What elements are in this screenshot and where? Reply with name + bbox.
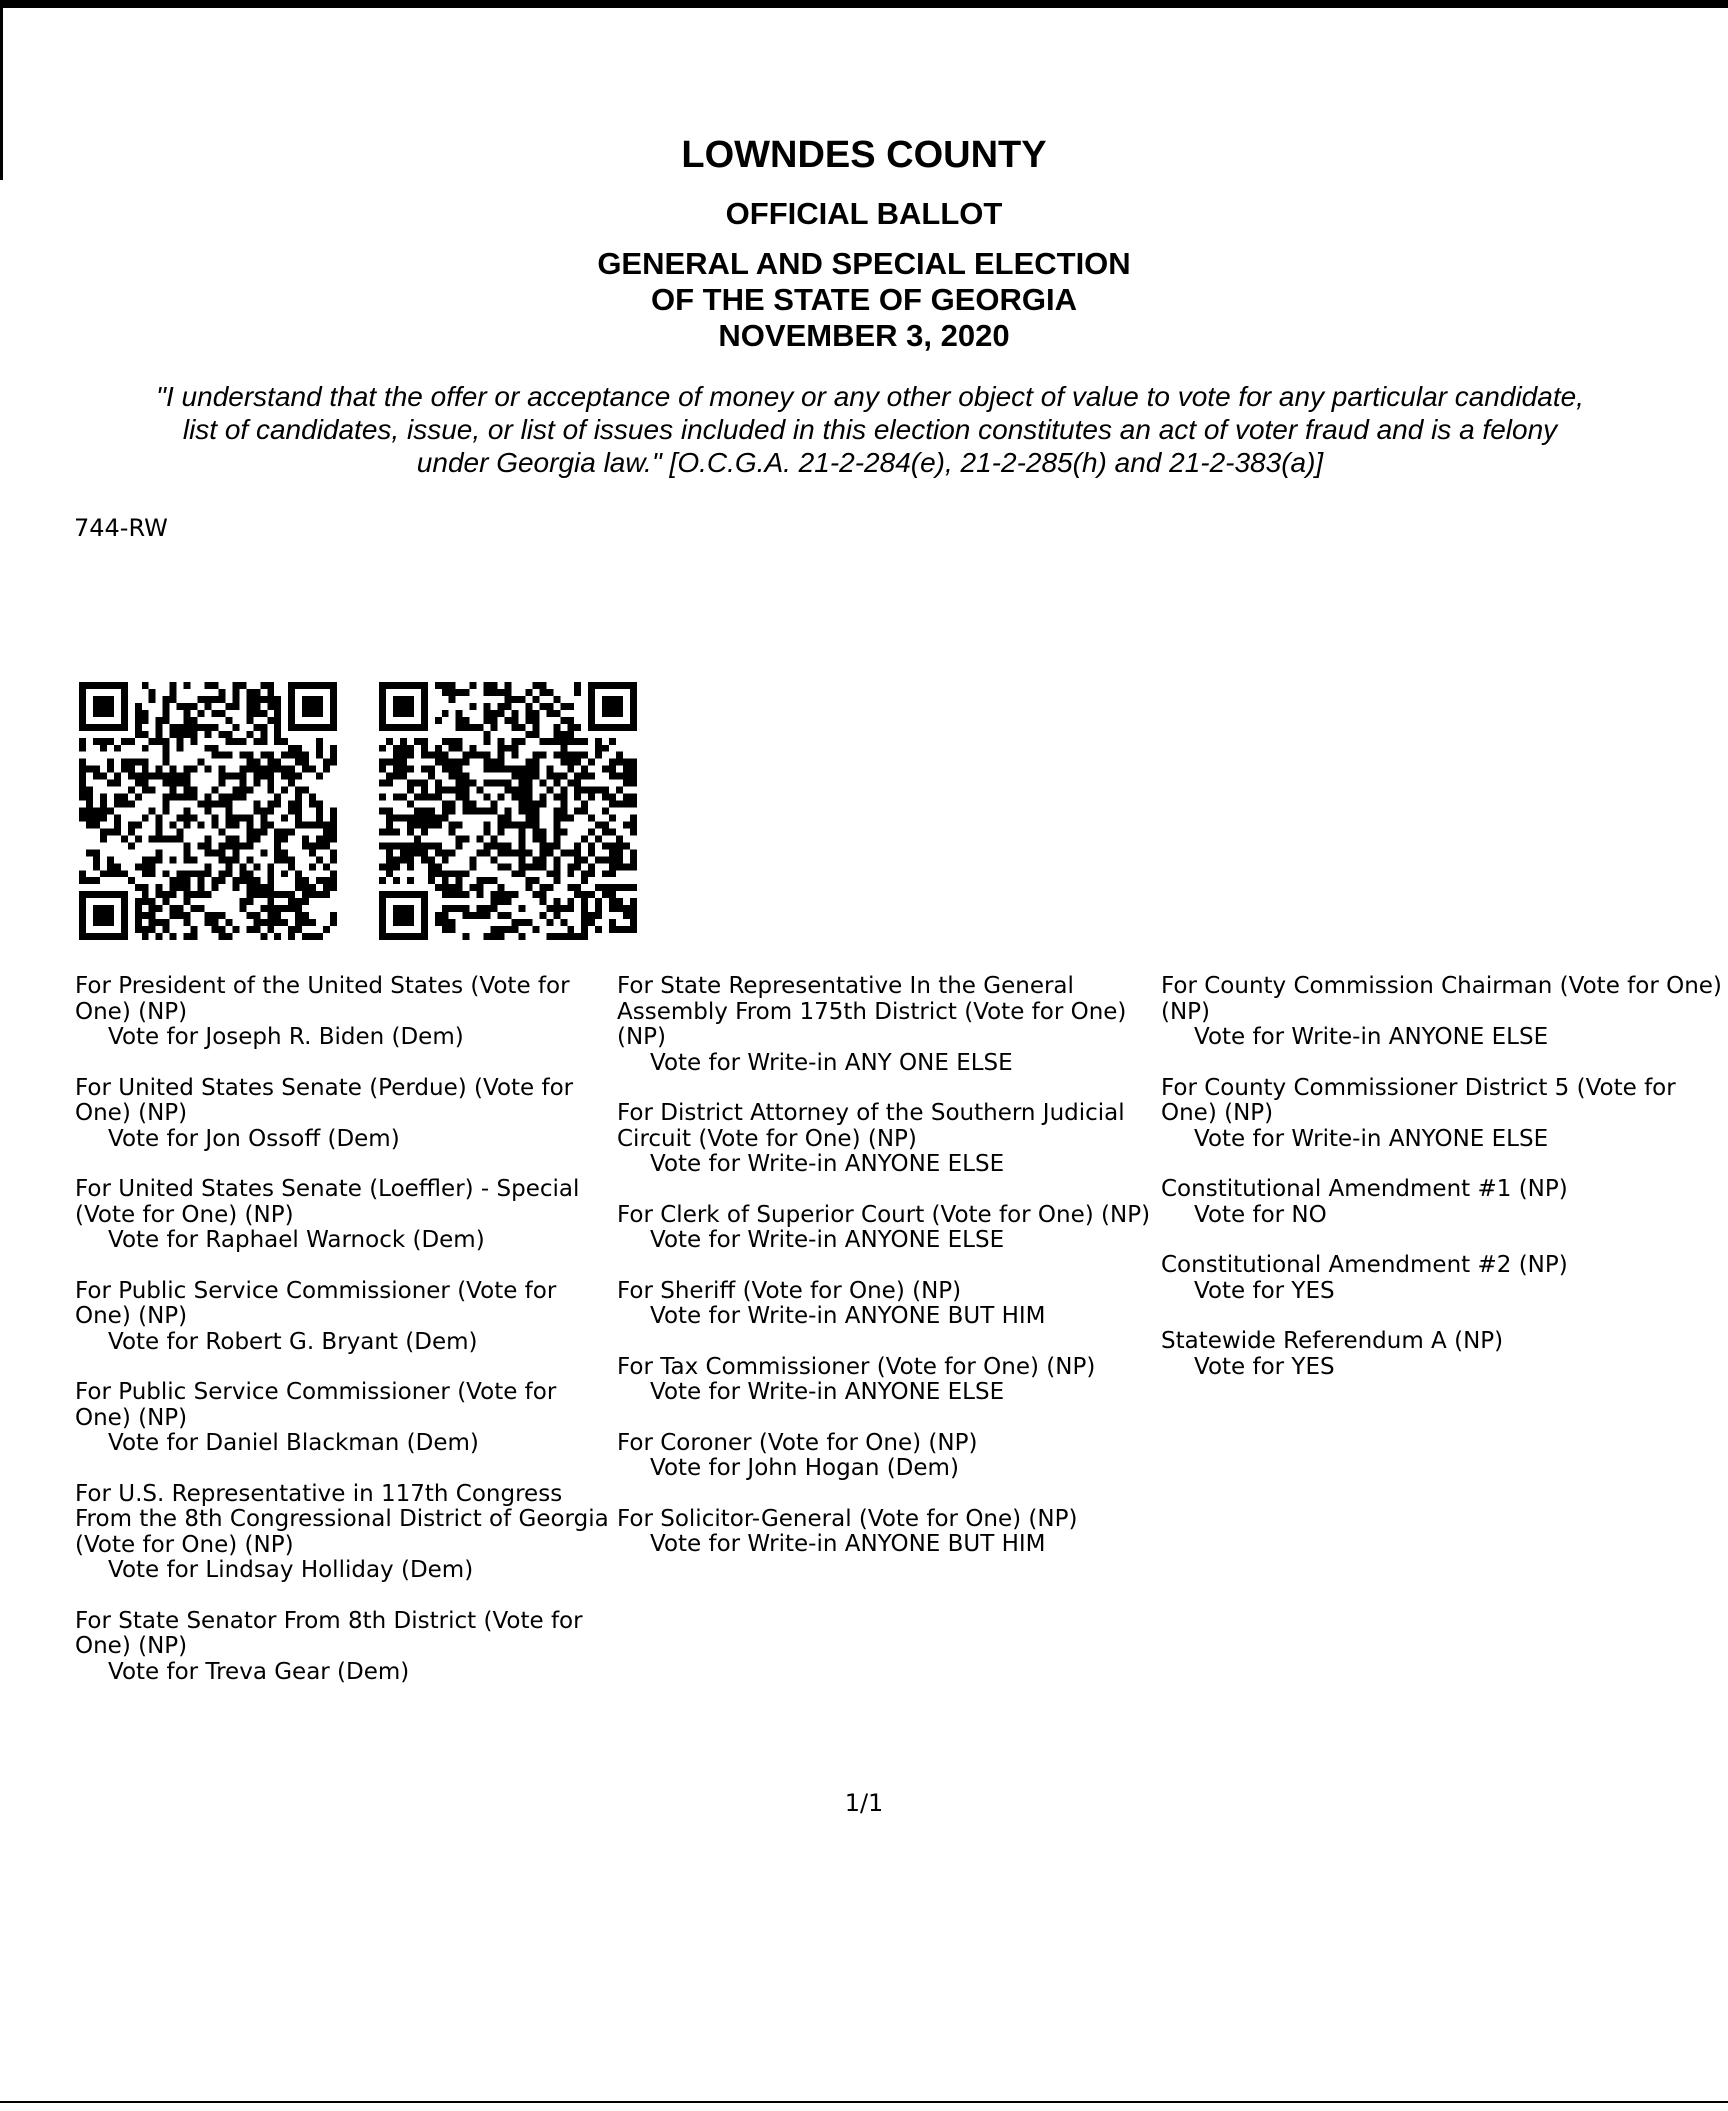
ballot-style-code: 744-RW	[74, 514, 168, 542]
contest-item	[617, 1507, 1157, 1558]
contest-item	[75, 1279, 615, 1356]
contest-selection: Vote for Raphael Warnock (Dem)	[108, 1227, 485, 1253]
contest-title: For Solicitor-General (Vote for One) (NP)	[617, 1505, 1078, 1532]
contest-title: For President of the United States (Vote for One) (NP)	[75, 973, 570, 1025]
contest-title: For State Senator From 8th District (Vote for One) (NP)	[75, 1607, 583, 1659]
voter-fraud-warning	[60, 380, 1680, 479]
contest-item	[1161, 1076, 1726, 1153]
contest-title: For District Attorney of the Southern Judicial Circuit (Vote for One) (NP)	[617, 1100, 1125, 1152]
contest-selection: Vote for Write-in ANYONE ELSE	[650, 1379, 1005, 1405]
contest-title: For United States Senate (Loeffler) - Special (Vote for One) (NP)	[75, 1176, 580, 1228]
contest-title: For Public Service Commissioner (Vote for One) (NP)	[75, 1379, 557, 1431]
contest-selection: Vote for Treva Gear (Dem)	[108, 1658, 410, 1685]
contest-item	[75, 974, 615, 1051]
warning-line-1: "I understand that the offer or acceptance of money or any other object of value to vote for any particular candidate,	[156, 381, 1584, 412]
contest-item	[617, 1279, 1157, 1330]
contest-title: For Clerk of Superior Court (Vote for One) (NP)	[617, 1201, 1151, 1228]
contest-selection: Vote for Write-in ANYONE BUT HIM	[650, 1303, 1046, 1329]
contest-item	[75, 1076, 615, 1153]
contest-title: For County Commission Chairman (Vote for One) (NP)	[1161, 973, 1722, 1025]
election-date: NOVEMBER 3, 2020	[718, 318, 1010, 353]
election-title	[0, 246, 1728, 354]
contest-selection: Vote for Write-in ANYONE ELSE	[1194, 1125, 1549, 1152]
contest-selection: Vote for NO	[1194, 1201, 1327, 1228]
contest-item	[1161, 1253, 1726, 1304]
warning-line-2: list of candidates, issue, or list of issues included in this election constitutes an act of voter fraud and is a felony	[182, 414, 1558, 445]
contest-item	[75, 1609, 615, 1686]
contest-title: For State Representative In the General Assembly From 175th District (Vote for One) (NP)	[617, 973, 1127, 1050]
scan-top-border	[0, 0, 1728, 8]
contest-item	[75, 1177, 615, 1254]
contest-item	[75, 1380, 615, 1457]
contest-item	[617, 1431, 1157, 1482]
contest-item	[617, 974, 1157, 1076]
election-line-2: OF THE STATE OF GEORGIA	[651, 282, 1077, 317]
page-number: 1/1	[844, 1789, 884, 1817]
contest-selection: Vote for Write-in ANYONE ELSE	[650, 1151, 1005, 1177]
contest-selection: Vote for Lindsay Holliday (Dem)	[108, 1557, 474, 1583]
contest-item	[617, 1203, 1157, 1254]
qr-code-2	[373, 682, 643, 940]
contest-selection: Vote for YES	[1194, 1277, 1335, 1304]
contest-column-2	[617, 974, 1157, 1583]
contest-item	[1161, 1329, 1726, 1380]
contest-selection: Vote for YES	[1194, 1353, 1335, 1380]
contest-title: Constitutional Amendment #2 (NP)	[1161, 1252, 1568, 1278]
contest-title: For Public Service Commissioner (Vote for One) (NP)	[75, 1277, 557, 1329]
contest-title: For U.S. Representative in 117th Congress From the 8th Congressional District of Georgia (Vote for One) (NP)	[75, 1480, 609, 1558]
contest-selection: Vote for Write-in ANYONE BUT HIM	[650, 1531, 1046, 1557]
contest-title: For Sheriff (Vote for One) (NP)	[617, 1277, 962, 1304]
contest-title: For United States Senate (Perdue) (Vote for One) (NP)	[75, 1074, 574, 1126]
contest-selection: Vote for Write-in ANYONE ELSE	[650, 1227, 1005, 1253]
contest-item	[1161, 1177, 1726, 1228]
contest-selection: Vote for Jon Ossoff (Dem)	[108, 1125, 400, 1152]
contest-item	[617, 1355, 1157, 1406]
contest-selection: Vote for Write-in ANY ONE ELSE	[650, 1049, 1013, 1076]
contest-selection: Vote for John Hogan (Dem)	[650, 1455, 959, 1481]
contest-title: For Tax Commissioner (Vote for One) (NP)	[617, 1353, 1096, 1380]
contest-item	[1161, 974, 1726, 1051]
contest-column-1	[75, 974, 615, 1710]
contest-item	[617, 1101, 1157, 1178]
contest-item	[75, 1482, 615, 1584]
ballot-type-title: OFFICIAL BALLOT	[725, 196, 1003, 231]
contest-selection: Vote for Joseph R. Biden (Dem)	[108, 1024, 464, 1050]
contest-column-3	[1161, 974, 1726, 1405]
contest-selection: Vote for Write-in ANYONE ELSE	[1194, 1024, 1549, 1050]
contest-title: For Coroner (Vote for One) (NP)	[617, 1429, 978, 1456]
scan-bottom-border	[0, 2101, 1728, 2103]
election-line-1: GENERAL AND SPECIAL ELECTION	[597, 246, 1131, 281]
contest-selection: Vote for Daniel Blackman (Dem)	[108, 1430, 479, 1456]
warning-line-3: under Georgia law." [O.C.G.A. 21-2-284(e), 21-2-285(h) and 21-2-383(a)]	[416, 447, 1324, 478]
contest-title: Constitutional Amendment #1 (NP)	[1161, 1176, 1568, 1202]
contest-title: Statewide Referendum A (NP)	[1161, 1328, 1504, 1354]
contest-title: For County Commissioner District 5 (Vote for One) (NP)	[1161, 1074, 1676, 1126]
county-title: LOWNDES COUNTY	[681, 134, 1047, 176]
contest-selection: Vote for Robert G. Bryant (Dem)	[108, 1328, 478, 1355]
qr-code-1	[73, 682, 343, 940]
